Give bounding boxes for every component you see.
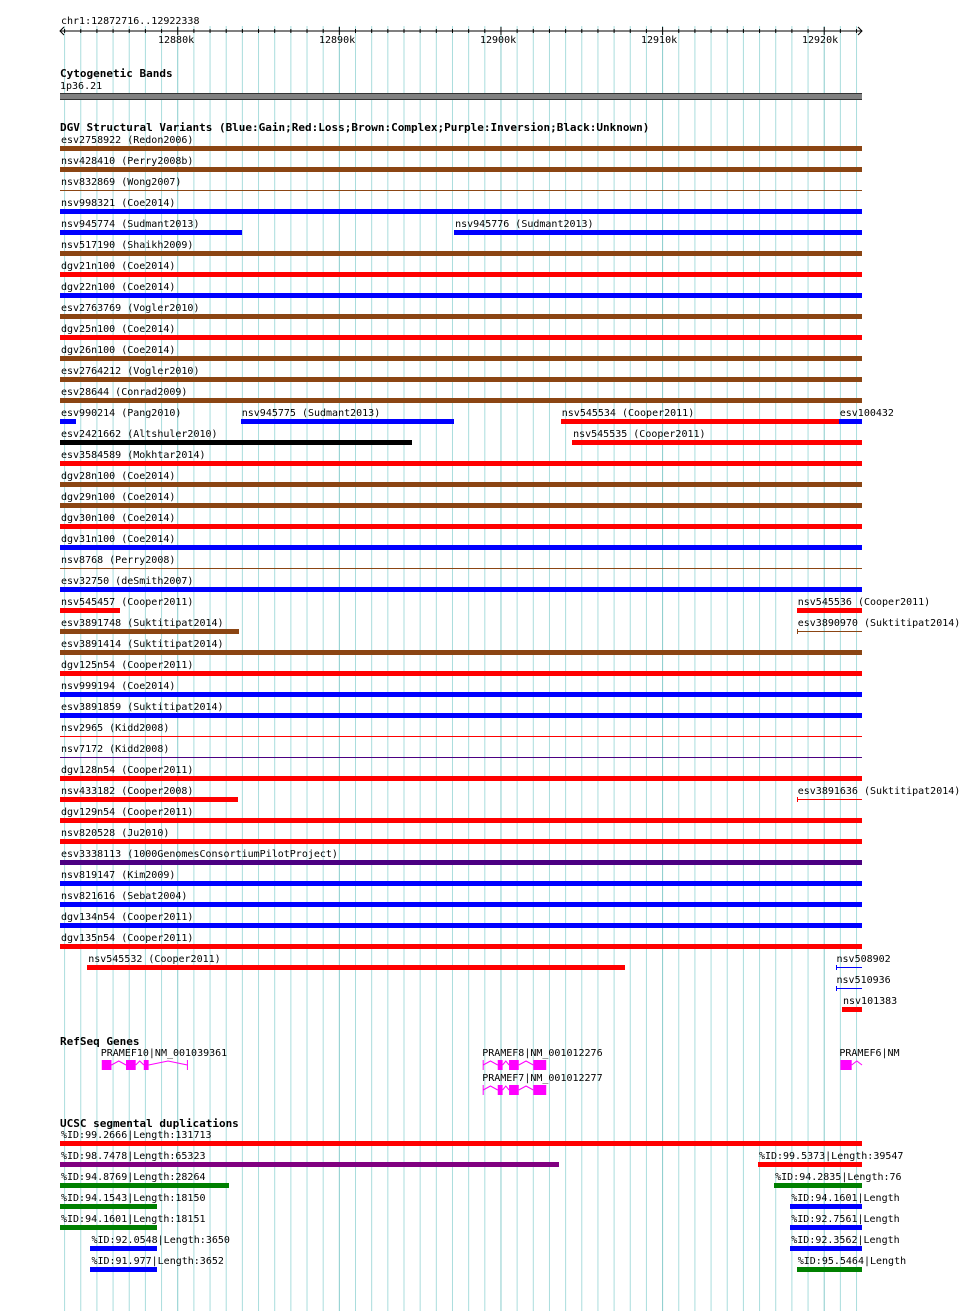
feature-label: nsv832869 (Wong2007) [61, 177, 182, 188]
feature-label: dgv135n54 (Cooper2011) [61, 933, 194, 944]
feature-label: %ID:94.1601|Length [791, 1193, 900, 1204]
feature-label: %ID:91.977|Length:3652 [91, 1256, 224, 1267]
feature-label: dgv22n100 (Coe2014) [61, 282, 176, 293]
feature-label: %ID:94.2835|Length:76 [775, 1172, 902, 1183]
feature-label: esv2758922 (Redon2006) [61, 135, 194, 146]
feature-label: nsv545536 (Cooper2011) [797, 597, 931, 608]
refseq-track-title: RefSeq Genes [60, 1035, 140, 1048]
feature-label: esv2763769 (Vogler2010) [61, 303, 200, 314]
feature-label: %ID:99.5373|Length:39547 [758, 1151, 904, 1162]
feature-label: nsv545535 (Cooper2011) [573, 429, 706, 440]
feature-label: %ID:99.2666|Length:131713 [61, 1130, 212, 1141]
feature-label: nsv8768 (Perry2008) [61, 555, 176, 566]
feature-label: %ID:92.0548|Length:3650 [91, 1235, 230, 1246]
ruler-tick-label: 12920k [802, 35, 839, 46]
feature-label: nsv2965 (Kidd2008) [61, 723, 170, 734]
feature-label: nsv945776 (Sudmant2013) [455, 219, 594, 230]
feature-label: dgv31n100 (Coe2014) [61, 534, 176, 545]
feature-label: dgv125n54 (Cooper2011) [61, 660, 194, 671]
feature-label: esv100432 [839, 408, 894, 419]
cytobands-title: Cytogenetic Bands [60, 67, 173, 80]
feature-label: esv3891748 (Suktitipat2014) [61, 618, 224, 629]
feature-label: nsv945775 (Sudmant2013) [241, 408, 381, 419]
feature-label: esv2421662 (Altshuler2010) [61, 429, 218, 440]
feature-label: nsv510936 [836, 975, 891, 986]
feature-label: dgv21n100 (Coe2014) [61, 261, 176, 272]
gene-label: PRAMEF8|NM_001012276 [482, 1048, 603, 1059]
feature-label: nsv545457 (Cooper2011) [61, 597, 194, 608]
feature-label: nsv7172 (Kidd2008) [61, 744, 170, 755]
feature-label: dgv134n54 (Cooper2011) [61, 912, 194, 923]
feature-label: esv3891414 (Suktitipat2014) [61, 639, 224, 650]
feature-label: dgv28n100 (Coe2014) [61, 471, 176, 482]
ruler-range-label: chr1:12872716..12922338 [61, 16, 200, 27]
cytoband-label: 1p36.21 [60, 81, 103, 92]
feature-label: nsv545534 (Cooper2011) [561, 408, 695, 419]
segdup-track-title: UCSC segmental duplications [60, 1117, 239, 1130]
feature-label: esv32750 (deSmith2007) [61, 576, 194, 587]
feature-label: nsv945774 (Sudmant2013) [61, 219, 200, 230]
ruler-tick-label: 12890k [319, 35, 356, 46]
feature-label: dgv25n100 (Coe2014) [61, 324, 176, 335]
feature-label: esv2764212 (Vogler2010) [61, 366, 200, 377]
feature-label: nsv821616 (Sebat2004) [61, 891, 188, 902]
ruler-tick-label: 12880k [158, 35, 195, 46]
feature-label: nsv101383 [842, 996, 898, 1007]
ruler-tick-label: 12910k [641, 35, 678, 46]
feature-label: nsv508902 [836, 954, 891, 965]
feature-label: esv3890970 (Suktitipat2014) [797, 618, 960, 629]
feature-label: %ID:94.1543|Length:18150 [61, 1193, 206, 1204]
feature-label: dgv128n54 (Cooper2011) [61, 765, 194, 776]
feature-label: nsv428410 (Perry2008b) [61, 156, 194, 167]
feature-label: dgv30n100 (Coe2014) [61, 513, 176, 524]
ruler-tick-label: 12900k [480, 35, 517, 46]
feature-label: dgv129n54 (Cooper2011) [61, 807, 194, 818]
feature-label: dgv29n100 (Coe2014) [61, 492, 176, 503]
dgv-track-title: DGV Structural Variants (Blue:Gain;Red:Loss;Brown:Complex;Purple:Inversion;Black:Unknown) [60, 121, 650, 134]
feature-label: nsv999194 (Coe2014) [61, 681, 176, 692]
feature-label: %ID:98.7478|Length:65323 [61, 1151, 206, 1162]
feature-label: esv990214 (Pang2010) [61, 408, 182, 419]
gene-label: PRAMEF7|NM_001012277 [482, 1073, 603, 1084]
feature-label: esv3891636 (Suktitipat2014) [797, 786, 960, 797]
gene-label: PRAMEF6|NM [839, 1048, 900, 1059]
feature-label: esv28644 (Conrad2009) [61, 387, 188, 398]
feature-label: %ID:94.8769|Length:28264 [61, 1172, 206, 1183]
feature-label: esv3338113 (1000GenomesConsortiumPilotProject) [61, 849, 338, 860]
feature-label: %ID:92.3562|Length [791, 1235, 900, 1246]
feature-label: nsv545532 (Cooper2011) [88, 954, 221, 965]
feature-label: nsv819147 (Kim2009) [61, 870, 176, 881]
feature-label: esv3891859 (Suktitipat2014) [61, 702, 224, 713]
feature-label: %ID:94.1601|Length:18151 [61, 1214, 206, 1225]
feature-label: nsv998321 (Coe2014) [61, 198, 176, 209]
feature-label: %ID:95.5464|Length [797, 1256, 907, 1267]
feature-label: %ID:92.7561|Length [791, 1214, 900, 1225]
feature-label: nsv517190 (Shaikh2009) [61, 240, 194, 251]
feature-label: dgv26n100 (Coe2014) [61, 345, 176, 356]
gene-label: PRAMEF10|NM_001039361 [100, 1048, 228, 1059]
feature-label: nsv820528 (Ju2010) [61, 828, 170, 839]
feature-label: nsv433182 (Cooper2008) [61, 786, 194, 797]
feature-label: esv3584589 (Mokhtar2014) [61, 450, 206, 461]
